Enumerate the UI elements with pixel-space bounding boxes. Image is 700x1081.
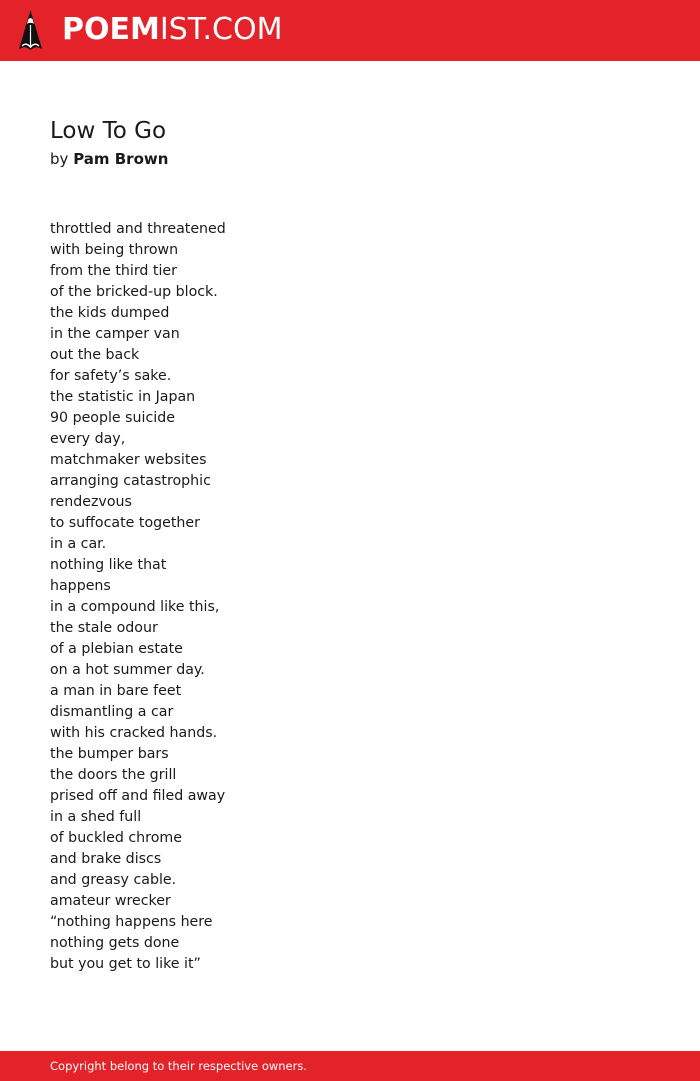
brand-strong: POEM — [62, 12, 160, 47]
poem-line: every day, — [50, 431, 126, 447]
poem-line: in the camper van — [50, 326, 180, 342]
poem-line: in a shed full — [50, 809, 142, 825]
poem-line: and brake discs — [50, 851, 162, 867]
site-footer — [0, 1051, 700, 1081]
poem-line: out the back — [50, 347, 140, 363]
poem-author[interactable]: Pam Brown — [73, 150, 169, 168]
poem-byline — [50, 148, 168, 170]
by-label: by — [50, 150, 69, 168]
poem-line: nothing gets done — [50, 935, 180, 951]
poem-line: throttled and threatened — [50, 221, 226, 237]
poem-body — [50, 219, 226, 975]
poem-line: on a hot summer day. — [50, 662, 205, 678]
poem-line: in a compound like this, — [50, 599, 220, 615]
poem-line: from the third tier — [50, 263, 177, 279]
site-brand — [62, 9, 282, 51]
poem-line: amateur wrecker — [50, 893, 171, 909]
pen-nib-icon — [18, 9, 43, 51]
copyright-text: Copyright belong to their respective owners. — [50, 1059, 308, 1073]
poem-title: Low To Go — [50, 118, 167, 144]
poem-line: matchmaker websites — [50, 452, 207, 468]
poem-line: but you get to like it” — [50, 956, 201, 972]
poem-line: of the bricked-up block. — [50, 284, 218, 300]
poem-line: the statistic in Japan — [50, 389, 196, 405]
poem-line: “nothing happens here — [50, 914, 213, 930]
poem-line: the bumper bars — [50, 746, 169, 762]
poem-line: a man in bare feet — [50, 683, 182, 699]
site-header — [0, 0, 700, 61]
poem-line: to suffocate together — [50, 515, 200, 531]
poem-line: dismantling a car — [50, 704, 174, 720]
poem-line: with his cracked hands. — [50, 725, 218, 741]
poem-line: of a plebian estate — [50, 641, 183, 657]
poem-line: rendezvous — [50, 494, 132, 510]
site-logo[interactable] — [18, 9, 282, 51]
poem-line: 90 people suicide — [50, 410, 175, 426]
poem-line: the stale odour — [50, 620, 158, 636]
poem-line: for safety’s sake. — [50, 368, 172, 384]
poem-line: and greasy cable. — [50, 872, 177, 888]
poem-line: prised off and filed away — [50, 788, 226, 804]
poem-line: of buckled chrome — [50, 830, 182, 846]
poem-line: the doors the grill — [50, 767, 177, 783]
poem-line: happens — [50, 578, 111, 594]
poem-line: the kids dumped — [50, 305, 170, 321]
poem-line: arranging catastrophic — [50, 473, 211, 489]
brand-light: IST.COM — [159, 12, 283, 47]
poem-line: with being thrown — [50, 242, 179, 258]
poem-line: in a car. — [50, 536, 107, 552]
poem-line: nothing like that — [50, 557, 167, 573]
